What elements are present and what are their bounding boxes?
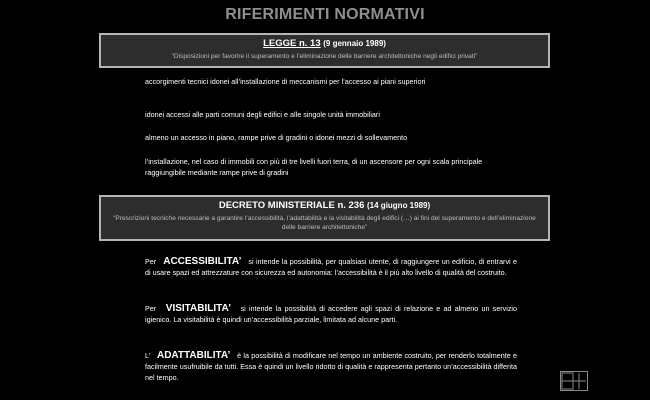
requirement-item: almeno un accesso in piano, rampe prive di gradini o idonei mezzi di sollevamento [145,133,408,142]
requirement-item: idonei accessi alle parti comuni degli edifici e alle singole unità immobiliari [145,110,380,119]
law-13-box [99,33,550,68]
definition-body: si intende la possibilità di accedere agli spazi di relazione e ad almeno un servizio igienico. La visitabilità è quindi un’accessibilità parziale, limitata ad alcune parti. [145,304,518,324]
dm-236-heading [107,200,542,211]
page-title: RIFERIMENTI NORMATIVI [225,6,425,23]
definition-term: ACCESSIBILITA’ [163,256,242,267]
definition-text [145,303,517,325]
dm-236-date: (14 giugno 1989) [367,201,431,210]
law-13-subtitle: “Disposizioni per favorire il superamento e l’eliminazione delle barriere architettoniche negli edifici privati” [171,53,478,60]
definition-body: si intende la possibilità, per qualsiasi utente, di raggiungere un edificio, di entrarvi e di usare spazi ed attrezzature con sicurezza ed autonomia: l’accessibilità è il più alto livello di qualità del costruito. [145,257,517,277]
requirements-list-2 [145,109,515,120]
definition-accessibilita [145,256,517,278]
dm-236-subtitle: “Prescrizioni tecniche necessarie a garantire l’accessibilità, l’adattabilità e la visitabilità degli edifici (…) ai fini del superamento e dell’eliminazione delle barriere architettoniche” [113,215,536,231]
definition-prefix: Per [145,257,157,266]
logo-icon [560,371,588,391]
law-13-title: LEGGE n. 13 [263,38,321,49]
law-13-date: (9 gennaio 1989) [323,39,386,48]
definition-term: VISITABILITA’ [165,303,231,314]
definition-adattabilita [145,350,517,383]
law-13-heading [107,38,542,49]
requirements-list [145,76,515,87]
definition-body: è la possibilità di modificare nel tempo un ambiente costruito, per renderlo totalmente e facilmente usufruibile da tutti. Essa è quindi un livello ridotto di qualità e rappresenta pertanto un’accessibilità differita nel tempo. [145,351,517,382]
definition-visitabilita [145,303,517,325]
requirement-item: l’installazione, nel caso di immobili con più di tre livelli fuori terra, di un ascensore per ogni scala principale raggiungibile mediante rampe prive di gradini [145,157,483,177]
requirements-list-3 [145,132,515,143]
dm-236-box [99,195,550,241]
definition-text [145,350,517,383]
definition-text [145,256,517,278]
requirements-list-4 [145,156,515,178]
definition-term: ADATTABILITA’ [156,350,231,361]
definition-prefix: Per [145,304,157,313]
dm-236-title: DECRETO MINISTERIALE n. 236 [218,200,365,211]
requirement-item: accorgimenti tecnici idonei all’installazione di meccanismi per l’accesso ai piani superiori [145,77,426,86]
definition-prefix: L’ [145,351,151,360]
